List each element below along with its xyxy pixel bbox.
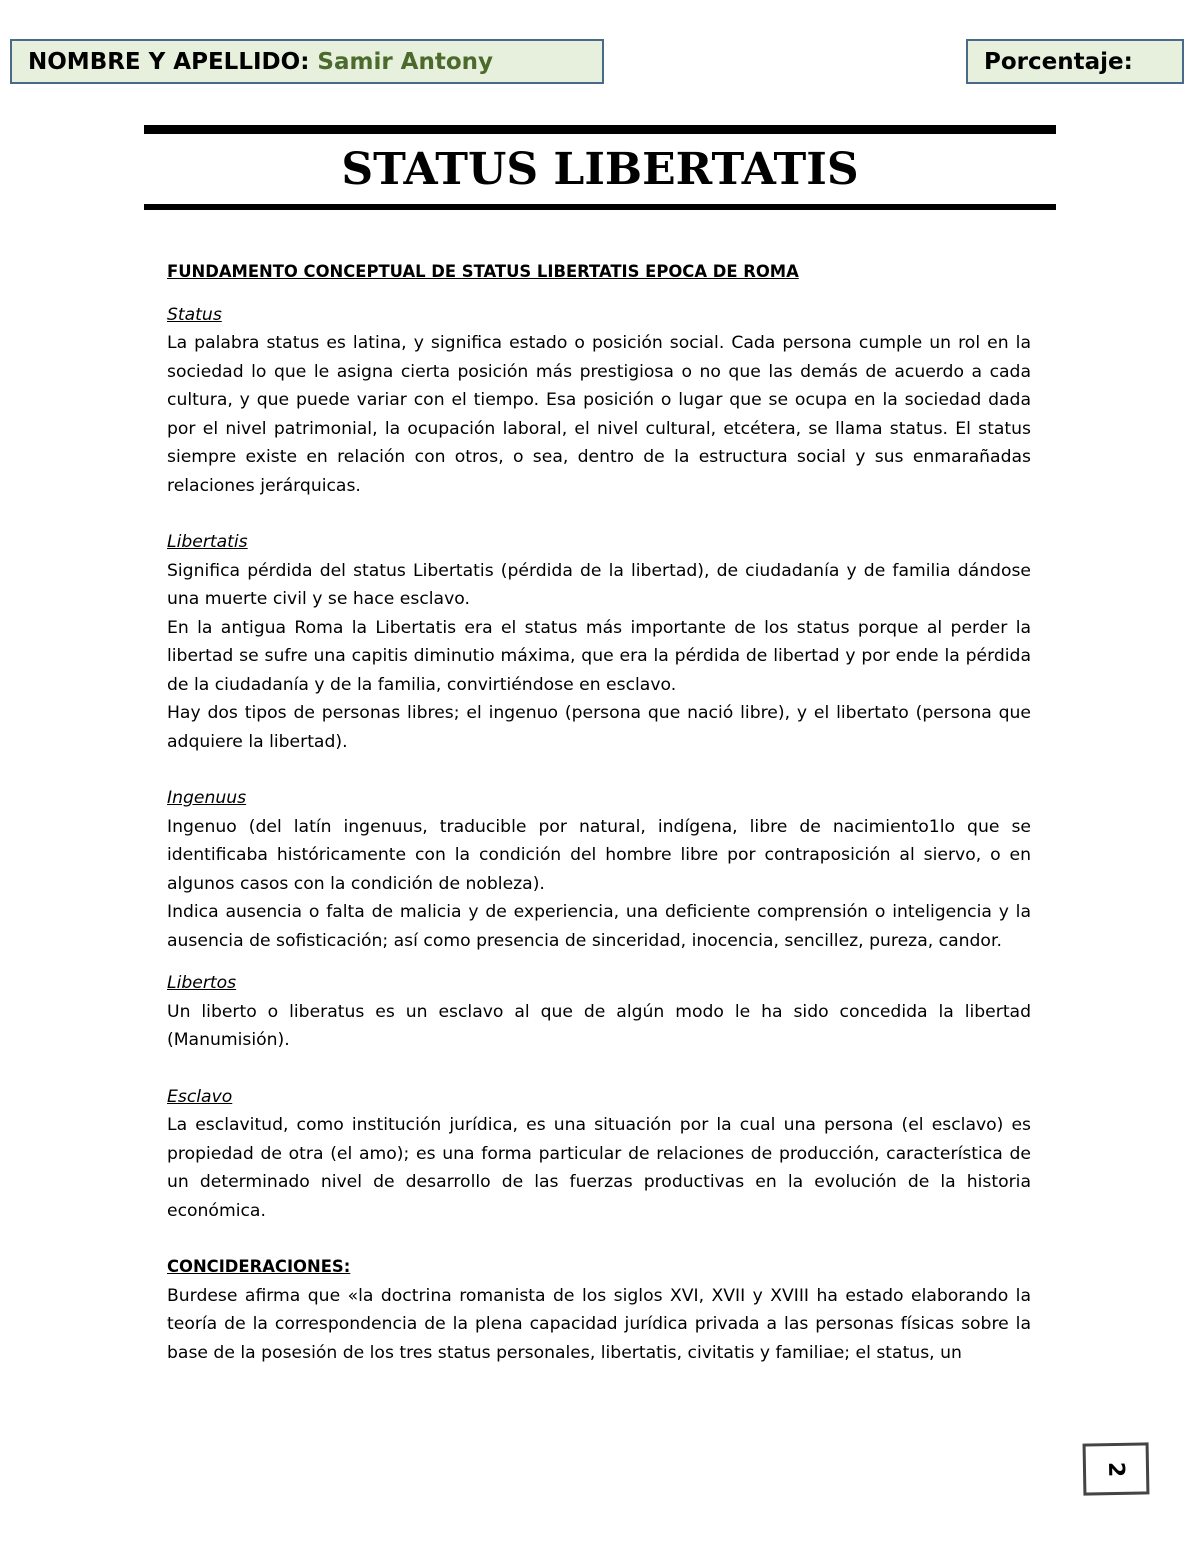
title-bottom-rule <box>144 204 1056 210</box>
page-title: STATUS LIBERTATIS <box>341 144 859 195</box>
percent-label: Porcentaje: <box>984 48 1133 75</box>
ingenuus-paragraph-1: Ingenuo (del latín ingenuus, traducible por natural, indígena, libre de nacimiento1lo que se identificaba históricamente con la condición del hombre libre por contraposición al siervo, o en algunos casos con la condición de nobleza). <box>167 816 1031 894</box>
ingenuus-paragraph-2: Indica ausencia o falta de malicia y de experiencia, una deficiente comprensión o inteligencia y la ausencia de sofisticación; así como presencia de sinceridad, inocencia, sencillez, pureza, candor. <box>167 902 1031 951</box>
libertos-paragraph: Un liberto o liberatus es un esclavo al que de algún modo le ha sido concedida la libertad (Manumisión). <box>167 1001 1031 1050</box>
esclavo-heading: Esclavo <box>167 1086 233 1107</box>
section-heading: FUNDAMENTO CONCEPTUAL DE STATUS LIBERTATIS EPOCA DE ROMA <box>167 262 799 281</box>
libertatis-paragraph-3: Hay dos tipos de personas libres; el ingenuo (persona que nació libre), y el libertato (persona que adquiere la libertad). <box>167 703 1031 752</box>
status-paragraph: La palabra status es latina, y significa estado o posición social. Cada persona cumple un rol en la sociedad lo que le asigna cierta posición más prestigiosa o no que las demás de acuerdo a cada cultura, y que puede variar con el tiempo. Esa posición o lugar que se ocupa en la sociedad dada por el nivel patrimonial, la ocupación laboral, el nivel cultural, etcétera, se llama status. El status siempre existe en relación con otros, o sea, dentro de la estructura social y sus enmarañadas relaciones jerárquicas. <box>167 333 1031 496</box>
title-top-rule <box>144 125 1056 134</box>
name-value: Samir Antony <box>317 48 494 75</box>
consideraciones-paragraph: Burdese afirma que «la doctrina romanista de los siglos XVI, XVII y XVIII ha estado elaborando la teoría de la correspondencia de la plena capacidad jurídica privada a las personas físicas sobre la base de la posesión de los tres status personales, libertatis, civitatis y familiae; el status, un <box>167 1285 1031 1363</box>
ingenuus-heading: Ingenuus <box>167 788 247 808</box>
libertatis-paragraph-2: En la antigua Roma la Libertatis era el status más importante de los status porque al perder la libertad se sufre una capitis diminutio máxima, que era la pérdida de libertad y por ende la pérdida de la ciudadanía y de la familia, convirtiéndose en esclavo. <box>167 617 1031 695</box>
page-number-value: 2 <box>1103 1461 1129 1477</box>
consideraciones-heading: CONCIDERACIONES: <box>167 1257 351 1276</box>
libertatis-paragraph-1: Significa pérdida del status Libertatis (pérdida de la libertad), de ciudadanía y de familia dándose una muerte civil y se hace esclavo. <box>167 560 1031 609</box>
name-label: NOMBRE Y APELLIDO: <box>28 48 310 75</box>
esclavo-paragraph: La esclavitud, como institución jurídica, es una situación por la cual una persona (el esclavo) es propiedad de otra (el amo); es una forma particular de relaciones de producción, característica de un determinado nivel de desarrollo de las fuerzas productivas en la evolución de la historia económica. <box>167 1115 1031 1221</box>
libertos-heading: Libertos <box>167 973 237 993</box>
page-number <box>1083 1442 1150 1495</box>
document-body <box>167 258 1031 1367</box>
percent-field <box>966 39 1184 84</box>
name-field <box>10 39 604 84</box>
libertatis-heading: Libertatis <box>167 532 248 552</box>
status-heading: Status <box>167 304 222 325</box>
